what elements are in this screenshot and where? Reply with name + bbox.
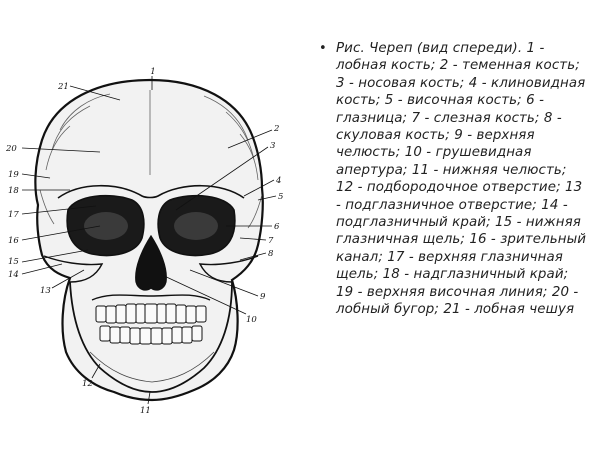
caption-list bbox=[318, 40, 588, 319]
label-15: 15 bbox=[8, 257, 19, 267]
label-18: 18 bbox=[8, 186, 19, 196]
figure-caption bbox=[318, 40, 588, 319]
label-21: 21 bbox=[58, 82, 69, 92]
label-6: 6 bbox=[274, 222, 280, 232]
label-1: 1 bbox=[150, 67, 156, 77]
label-14: 14 bbox=[8, 270, 19, 280]
label-2: 2 bbox=[274, 124, 280, 134]
label-4: 4 bbox=[276, 176, 282, 186]
label-8: 8 bbox=[268, 249, 274, 259]
right-orbit-inner bbox=[174, 212, 218, 240]
label-9: 9 bbox=[260, 292, 266, 302]
label-12: 12 bbox=[82, 379, 93, 389]
label-11: 11 bbox=[140, 406, 151, 416]
label-10: 10 bbox=[246, 315, 257, 325]
label-17: 17 bbox=[8, 210, 19, 220]
label-3: 3 bbox=[270, 141, 276, 151]
label-19: 19 bbox=[8, 170, 19, 180]
label-13: 13 bbox=[40, 286, 51, 296]
label-7: 7 bbox=[268, 236, 274, 246]
caption-text: • Рис. Череп (вид спереди). 1 - лобная кость; 2 - теменная кость; 3 - носовая кость; 4 - клиновидная кость; 5 - височная кость; 6 - глазница; 7 - слезная кость; 8 - скуловая кость; 9 - верхняя челюсть; 10 - грушевидная апертура; 11 - нижняя челюсть; 12 - подбородочное отверстие; 13 - подглазничное отверстие; 14 - подглазничный край; 15 - нижняя глазничная щель; 16 - зрительный канал; 17 - верхняя глазничная щель; 18 - надглазничный край; 19 - верхняя височная линия; 20 - лобный бугор; 21 - лобная чешуя bbox=[336, 40, 588, 319]
label-20: 20 bbox=[6, 144, 17, 154]
label-5: 5 bbox=[278, 192, 284, 202]
label-16: 16 bbox=[8, 236, 19, 246]
left-orbit-inner bbox=[84, 212, 128, 240]
